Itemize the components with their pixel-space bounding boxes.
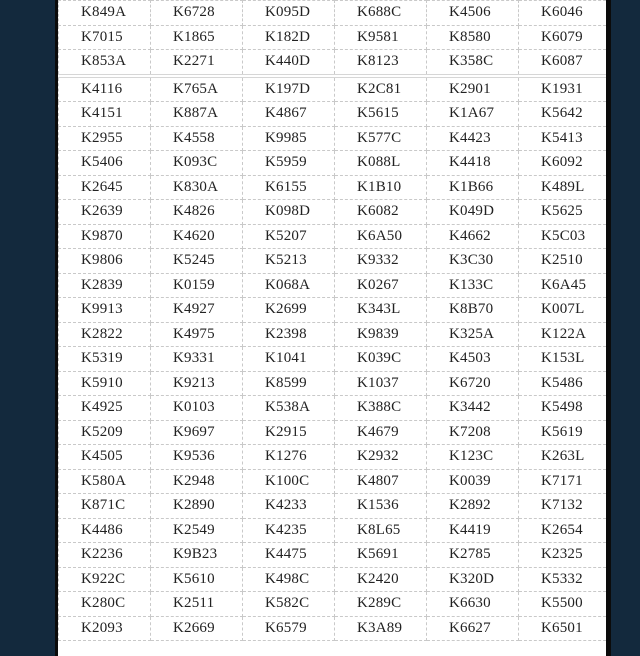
document-sheet [58,0,606,656]
table-row [59,126,607,151]
table-cell: K4975 [151,322,243,347]
table-cell: K4151 [59,102,151,127]
table-cell: K5406 [59,151,151,176]
table-cell: K5610 [151,567,243,592]
table-cell: K2236 [59,543,151,568]
table-cell: K4925 [59,396,151,421]
table-cell: K5213 [243,249,335,274]
table-cell: K4235 [243,518,335,543]
table-cell: K1865 [151,25,243,50]
table-cell: K7171 [519,469,607,494]
table-row [59,567,607,592]
table-cell: K2839 [59,273,151,298]
table-cell: K5486 [519,371,607,396]
table-cell: K2915 [243,420,335,445]
table-cell: K849A [59,1,151,26]
table-cell: K1931 [519,76,607,102]
table-cell: K4662 [427,224,519,249]
table-cell: K2549 [151,518,243,543]
table-cell: K5959 [243,151,335,176]
table-cell: K6579 [243,616,335,641]
table-row [59,371,607,396]
table-cell: K049D [427,200,519,225]
table-cell: K5625 [519,200,607,225]
table-row [59,347,607,372]
table-row [59,151,607,176]
table-row [59,273,607,298]
table-cell: K0103 [151,396,243,421]
table-row [59,224,607,249]
table-cell: K4927 [151,298,243,323]
table-cell: K095D [243,1,335,26]
table-cell: K8L65 [335,518,427,543]
table-cell: K9331 [151,347,243,372]
table-row [59,469,607,494]
table-cell: K007L [519,298,607,323]
table-cell: K5C03 [519,224,607,249]
table-cell: K1276 [243,445,335,470]
table-row [59,175,607,200]
table-cell: K1B10 [335,175,427,200]
table-cell: K5500 [519,592,607,617]
table-cell: K153L [519,347,607,372]
table-row [59,494,607,519]
table-cell: K582C [243,592,335,617]
table-cell: K093C [151,151,243,176]
table-cell: K5642 [519,102,607,127]
table-row [59,25,607,50]
table-cell: K1A67 [427,102,519,127]
table-cell: K4116 [59,76,151,102]
table-cell: K388C [335,396,427,421]
table-cell: K9332 [335,249,427,274]
table-cell: K0039 [427,469,519,494]
table-cell: K2C81 [335,76,427,102]
table-cell: K6728 [151,1,243,26]
table-cell: K068A [243,273,335,298]
table-cell: K6079 [519,25,607,50]
table-cell: K9B23 [151,543,243,568]
table-cell: K498C [243,567,335,592]
table-cell: K100C [243,469,335,494]
table-cell: K8599 [243,371,335,396]
table-cell: K5245 [151,249,243,274]
table-cell: K197D [243,76,335,102]
table-cell: K2510 [519,249,607,274]
table-cell: K5910 [59,371,151,396]
table-cell: K3442 [427,396,519,421]
table-cell: K2948 [151,469,243,494]
table-cell: K320D [427,567,519,592]
table-cell: K4506 [427,1,519,26]
table-cell: K6082 [335,200,427,225]
table-cell: K2890 [151,494,243,519]
table-cell: K5413 [519,126,607,151]
table-cell: K263L [519,445,607,470]
table-cell: K2398 [243,322,335,347]
table-row [59,543,607,568]
table-cell: K8B70 [427,298,519,323]
table-cell: K7132 [519,494,607,519]
table-cell: K853A [59,50,151,76]
table-cell: K4503 [427,347,519,372]
table-cell: K343L [335,298,427,323]
table-cell: K6155 [243,175,335,200]
table-cell: K039C [335,347,427,372]
table-row [59,200,607,225]
table-cell: K4423 [427,126,519,151]
table-cell: K4418 [427,151,519,176]
table-cell: K9839 [335,322,427,347]
table-cell: K5207 [243,224,335,249]
table-cell: K8123 [335,50,427,76]
table-cell: K182D [243,25,335,50]
table-cell: K4505 [59,445,151,470]
table-row [59,298,607,323]
table-cell: K2511 [151,592,243,617]
table-row [59,76,607,102]
table-row [59,592,607,617]
table-cell: K4233 [243,494,335,519]
table-cell: K830A [151,175,243,200]
table-cell: K358C [427,50,519,76]
table-cell: K4486 [59,518,151,543]
table-cell: K1037 [335,371,427,396]
table-cell: K4807 [335,469,427,494]
table-cell: K098D [243,200,335,225]
table-cell: K6720 [427,371,519,396]
table-cell: K088L [335,151,427,176]
table-cell: K4419 [427,518,519,543]
table-cell: K8580 [427,25,519,50]
table-cell: K5615 [335,102,427,127]
table-cell: K2955 [59,126,151,151]
table-cell: K9985 [243,126,335,151]
table-row [59,420,607,445]
table-cell: K688C [335,1,427,26]
table-cell: K440D [243,50,335,76]
table-cell: K3C30 [427,249,519,274]
table-cell: K6092 [519,151,607,176]
table-cell: K2654 [519,518,607,543]
table-cell: K6A50 [335,224,427,249]
table-cell: K577C [335,126,427,151]
table-cell: K2892 [427,494,519,519]
table-cell: K289C [335,592,427,617]
table-row [59,249,607,274]
table-row [59,518,607,543]
table-cell: K489L [519,175,607,200]
table-cell: K4475 [243,543,335,568]
table-cell: K6627 [427,616,519,641]
table-cell: K5691 [335,543,427,568]
table-row [59,50,607,76]
table-cell: K325A [427,322,519,347]
table-cell: K7208 [427,420,519,445]
table-cell: K5209 [59,420,151,445]
table-cell: K871C [59,494,151,519]
table-cell: K6087 [519,50,607,76]
table-cell: K5332 [519,567,607,592]
table-cell: K2699 [243,298,335,323]
table-row [59,396,607,421]
table-cell: K9581 [335,25,427,50]
table-cell: K2639 [59,200,151,225]
table-cell: K4826 [151,200,243,225]
table-cell: K280C [59,592,151,617]
table-cell: K2645 [59,175,151,200]
table-cell: K765A [151,76,243,102]
table-cell: K133C [427,273,519,298]
table-cell: K2325 [519,543,607,568]
code-table-body [59,1,607,641]
table-cell: K2271 [151,50,243,76]
table-cell: K9913 [59,298,151,323]
table-cell: K9806 [59,249,151,274]
table-cell: K922C [59,567,151,592]
table-cell: K2669 [151,616,243,641]
table-row [59,102,607,127]
table-cell: K4679 [335,420,427,445]
table-cell: K4558 [151,126,243,151]
table-cell: K9536 [151,445,243,470]
table-row [59,616,607,641]
table-cell: K6630 [427,592,519,617]
table-cell: K580A [59,469,151,494]
table-cell: K122A [519,322,607,347]
table-cell: K5319 [59,347,151,372]
table-cell: K4867 [243,102,335,127]
code-table [58,0,606,641]
table-row [59,1,607,26]
table-cell: K4620 [151,224,243,249]
table-cell: K5498 [519,396,607,421]
table-cell: K2093 [59,616,151,641]
table-cell: K5619 [519,420,607,445]
table-cell: K0267 [335,273,427,298]
table-cell: K0159 [151,273,243,298]
table-cell: K7015 [59,25,151,50]
table-cell: K2822 [59,322,151,347]
table-cell: K2901 [427,76,519,102]
table-cell: K3A89 [335,616,427,641]
table-cell: K6501 [519,616,607,641]
table-cell: K1B66 [427,175,519,200]
table-cell: K2932 [335,445,427,470]
table-cell: K9870 [59,224,151,249]
table-cell: K9213 [151,371,243,396]
table-cell: K9697 [151,420,243,445]
table-cell: K2420 [335,567,427,592]
table-cell: K538A [243,396,335,421]
table-cell: K2785 [427,543,519,568]
table-cell: K123C [427,445,519,470]
table-cell: K6046 [519,1,607,26]
table-row [59,322,607,347]
table-row [59,445,607,470]
table-cell: K1041 [243,347,335,372]
table-cell: K6A45 [519,273,607,298]
table-cell: K1536 [335,494,427,519]
table-cell: K887A [151,102,243,127]
